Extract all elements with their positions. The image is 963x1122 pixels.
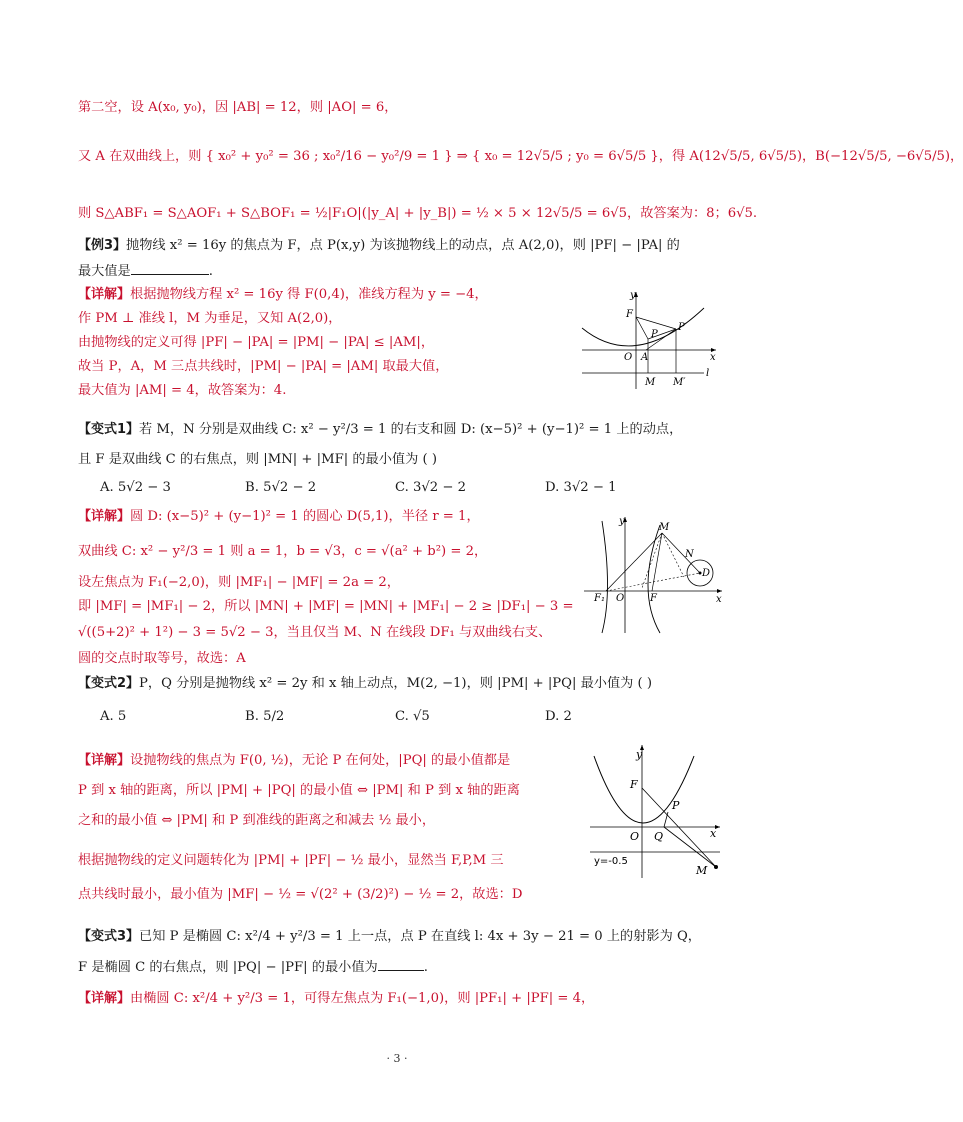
parabola-figure xyxy=(574,284,724,394)
svg-text:O: O xyxy=(630,830,640,843)
answer-blank[interactable] xyxy=(378,957,424,971)
text-line: 第二空，设 A(x₀, y₀)，因 |AB| = 12，则 |AO| = 6， xyxy=(78,100,398,115)
text-line: 又 A 在双曲线上，则 { x₀² + y₀² = 36 ; x₀²/16 − y₀²/9 = 1 } ⇒ { x₀ = 12√5/5 ; y₀ = 6√5/5 }，得 A(12√5/5, 6√5/5)，B(−12√5/5, −6√5/5)， xyxy=(78,149,963,164)
svg-text:D: D xyxy=(702,568,711,579)
option-d: D. 3√2 − 1 xyxy=(545,480,617,495)
text-line: 作 PM ⊥ 准线 l，M 为垂足，又知 A(2,0)， xyxy=(78,311,342,326)
svg-text:l: l xyxy=(706,368,710,379)
svg-text:y: y xyxy=(636,748,643,761)
parabola-curve xyxy=(594,756,694,823)
text-line: 即 |MF| = |MF₁| − 2，所以 |MN| + |MF| = |MN| + |MF₁| − 2 ≥ |DF₁| − 3 = xyxy=(78,599,574,614)
svg-text:Q: Q xyxy=(654,830,664,843)
text-line: 双曲线 C: x² − y²/3 = 1 则 a = 1，b = √3，c = √(a² + b²) = 2， xyxy=(78,544,488,559)
solution-variant-1: 【详解】圆 D: (x−5)² + (y−1)² = 1 的圆心 D(5,1)，半径 r = 1， xyxy=(78,509,480,524)
svg-text:F: F xyxy=(630,778,638,791)
option-a: A. 5√2 − 3 xyxy=(100,480,171,495)
svg-text:A: A xyxy=(641,352,649,363)
option-c: C. √5 xyxy=(395,709,430,724)
svg-text:O: O xyxy=(624,352,633,363)
variant-2-question: 【变式2】P，Q 分别是抛物线 x² = 2y 和 x 轴上动点，M(2, −1)，则 |PM| + |PQ| 最小值为 ( ) xyxy=(78,676,653,691)
svg-text:M′: M′ xyxy=(673,377,686,388)
svg-text:P′: P′ xyxy=(678,322,687,333)
svg-text:y: y xyxy=(630,290,636,301)
text-line: F 是椭圆 C 的右焦点，则 |PQ| − |PF| 的最小值为 . xyxy=(78,957,428,977)
option-b: B. 5√2 − 2 xyxy=(245,480,317,495)
text-line: 由抛物线的定义可得 |PF| − |PA| = |PM| − |PA| ≤ |AM|， xyxy=(78,335,435,350)
text-line: 点共线时最小，最小值为 |MF| − ½ = √(2² + (3/2)²) − ½ = 2，故选：D xyxy=(78,887,523,902)
solution-variant-2: 【详解】设抛物线的焦点为 F(0, ½)，无论 P 在何处，|PQ| 的最小值都是 xyxy=(78,753,511,768)
svg-text:M: M xyxy=(696,864,708,877)
svg-text:x: x xyxy=(710,352,716,363)
text-line: P 到 x 轴的距离，所以 |PM| + |PQ| 的最小值 ⇔ |PM| 和 P 到 x 轴的距离 xyxy=(78,783,520,798)
svg-text:P: P xyxy=(651,329,658,340)
svg-text:F: F xyxy=(650,593,657,604)
svg-text:M: M xyxy=(659,522,670,533)
svg-text:M: M xyxy=(645,377,656,388)
solution-variant-3: 【详解】由椭圆 C: x²/4 + y²/3 = 1，可得左焦点为 F₁(−1,0)，则 |PF₁| + |PF| = 4， xyxy=(78,991,595,1006)
svg-text:y: y xyxy=(619,516,625,527)
option-a: A. 5 xyxy=(100,709,127,724)
label-F: F xyxy=(626,309,633,320)
svg-text:O: O xyxy=(616,593,625,604)
parabola-2-figure xyxy=(586,740,728,880)
text-line: 最大值是 . xyxy=(78,261,213,281)
option-c: C. 3√2 − 2 xyxy=(395,480,467,495)
solution-3: 【详解】根据抛物线方程 x² = 16y 得 F(0,4)，准线方程为 y = −4， xyxy=(78,287,488,302)
hyperbola-figure xyxy=(580,513,728,635)
example-3-question: 【例3】抛物线 x² = 16y 的焦点为 F，点 P(x,y) 为该抛物线上的动点，点 A(2,0)，则 |PF| − |PA| 的 xyxy=(78,238,680,253)
svg-text:N: N xyxy=(685,549,694,560)
svg-text:y=-0.5: y=-0.5 xyxy=(594,856,628,867)
text-line: 故当 P，A，M 三点共线时，|PM| − |PA| = |AM| 取最大值， xyxy=(78,359,449,374)
hyperbola-left-branch xyxy=(602,521,608,633)
svg-text:F₁: F₁ xyxy=(594,593,605,604)
text-line: 根据抛物线的定义问题转化为 |PM| + |PF| − ½ 最小，显然当 F,P,M 三 xyxy=(78,853,504,868)
option-d: D. 2 xyxy=(545,709,572,724)
text-line: 最大值为 |AM| = 4，故答案为：4. xyxy=(78,383,287,398)
option-b: B. 5/2 xyxy=(245,709,285,724)
text-line: 圆的交点时取等号，故选：A xyxy=(78,651,246,666)
text-line: 设左焦点为 F₁(−2,0)，则 |MF₁| − |MF| = 2a = 2， xyxy=(78,575,400,590)
answer-blank[interactable] xyxy=(131,261,209,275)
svg-text:x: x xyxy=(716,594,722,605)
variant-1-question: 【变式1】若 M，N 分别是双曲线 C: x² − y²/3 = 1 的右支和圆 D: (x−5)² + (y−1)² = 1 上的动点， xyxy=(78,422,683,437)
text-line: √((5+2)² + 1²) − 3 = 5√2 − 3，当且仅当 M、N 在线段 DF₁ 与双曲线右支、 xyxy=(78,625,552,640)
svg-text:x: x xyxy=(710,827,717,840)
text-line: 则 S△ABF₁ = S△AOF₁ + S△BOF₁ = ½|F₁O|(|y_A| + |y_B|) = ½ × 5 × 12√5/5 = 6√5，故答案为：8；6√5. xyxy=(78,206,758,221)
page-number: · 3 · xyxy=(386,1052,408,1065)
svg-text:P: P xyxy=(672,799,680,812)
variant-3-question: 【变式3】已知 P 是椭圆 C: x²/4 + y²/3 = 1 上一点，点 P 在直线 l: 4x + 3y − 21 = 0 上的射影为 Q， xyxy=(78,929,701,944)
text-line: 之和的最小值 ⇔ |PM| 和 P 到准线的距离之和减去 ½ 最小， xyxy=(78,813,436,828)
text-line: 且 F 是双曲线 C 的右焦点，则 |MN| + |MF| 的最小值为 ( ) xyxy=(78,452,437,467)
